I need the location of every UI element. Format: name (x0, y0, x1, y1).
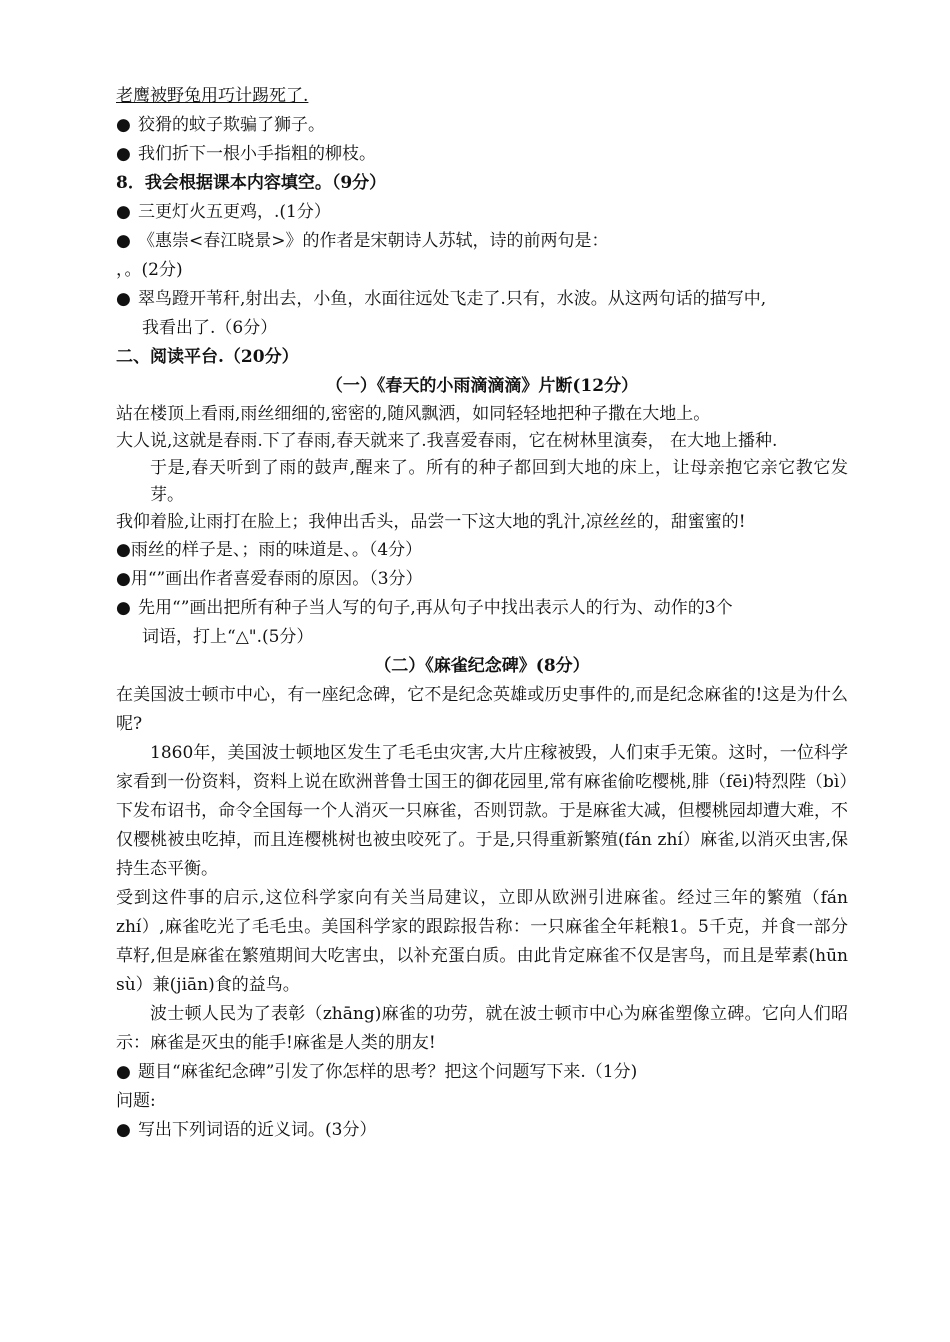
bullet-icon: ● (116, 115, 131, 135)
bullet-icon: ● (116, 1120, 131, 1140)
reading-1-para-1: 站在楼顶上看雨,雨丝细细的,密密的,随风飘洒，如同轻轻地把种子撒在大地上。 (116, 404, 711, 424)
question-8-b: ● 《惠崇<春江晓景>》的作者是宋朝诗人苏轼，诗的前两句是： (116, 227, 848, 256)
bullet-icon: ● (116, 231, 131, 251)
question-8-title: 8．我会根据课本内容填空。（9分） (116, 173, 387, 193)
reading-1-question-1: ●雨丝的样子是、；雨的味道是、。（4分） (116, 540, 423, 560)
reading-2-para-3: 受到这件事的启示,这位科学家向有关当局建议，立即从欧洲引进麻雀。经过三年的繁殖（fán zhí）,麻雀吃光了毛毛虫。美国科学家的跟踪报告称：一只麻雀全年耗粮1。5千克，并食一部分草籽,但是麻雀在繁殖期间大吃害虫，以补充蛋白质。由此肯定麻雀不仅是害鸟，而且是荤素(hūn sù）兼(jiān)食的益鸟。 (116, 888, 848, 995)
question-8-b-blank: ，。(2分) (116, 260, 183, 280)
reading-2-para-4: 波士顿人民为了表彰（zhāng)麻雀的功劳，就在波士顿市中心为麻雀塑像立碑。它向人们昭示：麻雀是灭虫的能手!麻雀是人类的朋友! (116, 1004, 848, 1053)
reading-1-para-2: 大人说,这就是春雨.下了春雨,春天就来了.我喜爱春雨，它在树林里演奏， 在大地上播种. (116, 431, 778, 451)
reading-1-question-3-cont: 词语，打上“△".(5分） (142, 627, 314, 647)
reading-2-question-2: ● 写出下列词语的近义词。(3分） (116, 1116, 848, 1145)
bullet-icon: ● (116, 598, 131, 618)
bullet-icon: ● (116, 144, 131, 164)
section-2-title: 二、阅读平台.（20分） (116, 347, 299, 367)
reading-1-para-4: 我仰着脸,让雨打在脸上；我伸出舌头，品尝一下这大地的乳汁,凉丝丝的，甜蜜蜜的! (116, 512, 746, 532)
sentence-eagle: 老鹰被野兔用巧计踢死了. (116, 86, 309, 106)
document-body (116, 82, 848, 1145)
reading-1-question-2: ●用“”画出作者喜爱春雨的原因。（3分） (116, 569, 423, 589)
question-8-a: ● 三更灯火五更鸡，.(1分） (116, 198, 848, 227)
reading-1-question-3: ● 先用“”画出把所有种子当人写的句子,再从句子中找出表示人的行为、动作的3个 (116, 594, 848, 623)
sentence-mosquito: ● 狡猾的蚊子欺骗了狮子。 (116, 111, 848, 140)
reading-1-para-3: 于是,春天听到了雨的鼓声,醒来了。所有的种子都回到大地的床上，让母亲抱它亲它教它发芽。 (150, 458, 848, 505)
reading-2-question-1: ● 题目“麻雀纪念碑”引发了你怎样的思考？把这个问题写下来.（1分) (116, 1058, 848, 1087)
reading-1-title: （一）《春天的小雨滴滴滴》片断(12分） (325, 376, 639, 396)
bullet-icon: ● (116, 1062, 131, 1082)
question-8-c-cont: 我看出了.（6分） (142, 318, 278, 338)
sentence-willow: ● 我们折下一根小手指粗的柳枝。 (116, 140, 848, 169)
bullet-icon: ● (116, 202, 131, 222)
question-8-c: ● 翠鸟蹬开苇秆,射出去，小鱼，水面往远处飞走了.只有，水波。从这两句话的描写中, (116, 285, 848, 314)
reading-2-para-1: 在美国波士顿市中心，有一座纪念碑，它不是纪念英雄或历史事件的,而是纪念麻雀的!这是为什么呢? (116, 685, 848, 734)
reading-2-para-2: 1860年，美国波士顿地区发生了毛毛虫灾害,大片庄稼被毁，人们束手无策。这时，一位科学家看到一份资料，资料上说在欧洲普鲁士国王的御花园里,常有麻雀偷吃樱桃,腓（fēi)特烈陛（bì）下发布诏书，命令全国每一个人消灭一只麻雀，否则罚款。于是麻雀大减，但樱桃园却遭大难，不仅樱桃被虫吃掉，而且连樱桃树也被虫咬死了。于是,只得重新繁殖(fán zhí）麻雀,以消灭虫害,保持生态平衡。 (116, 743, 848, 879)
reading-2-title: （二）《麻雀纪念碑》(8分） (374, 656, 590, 676)
bullet-icon: ● (116, 289, 131, 309)
reading-2-question-label: 问题: (116, 1091, 156, 1111)
